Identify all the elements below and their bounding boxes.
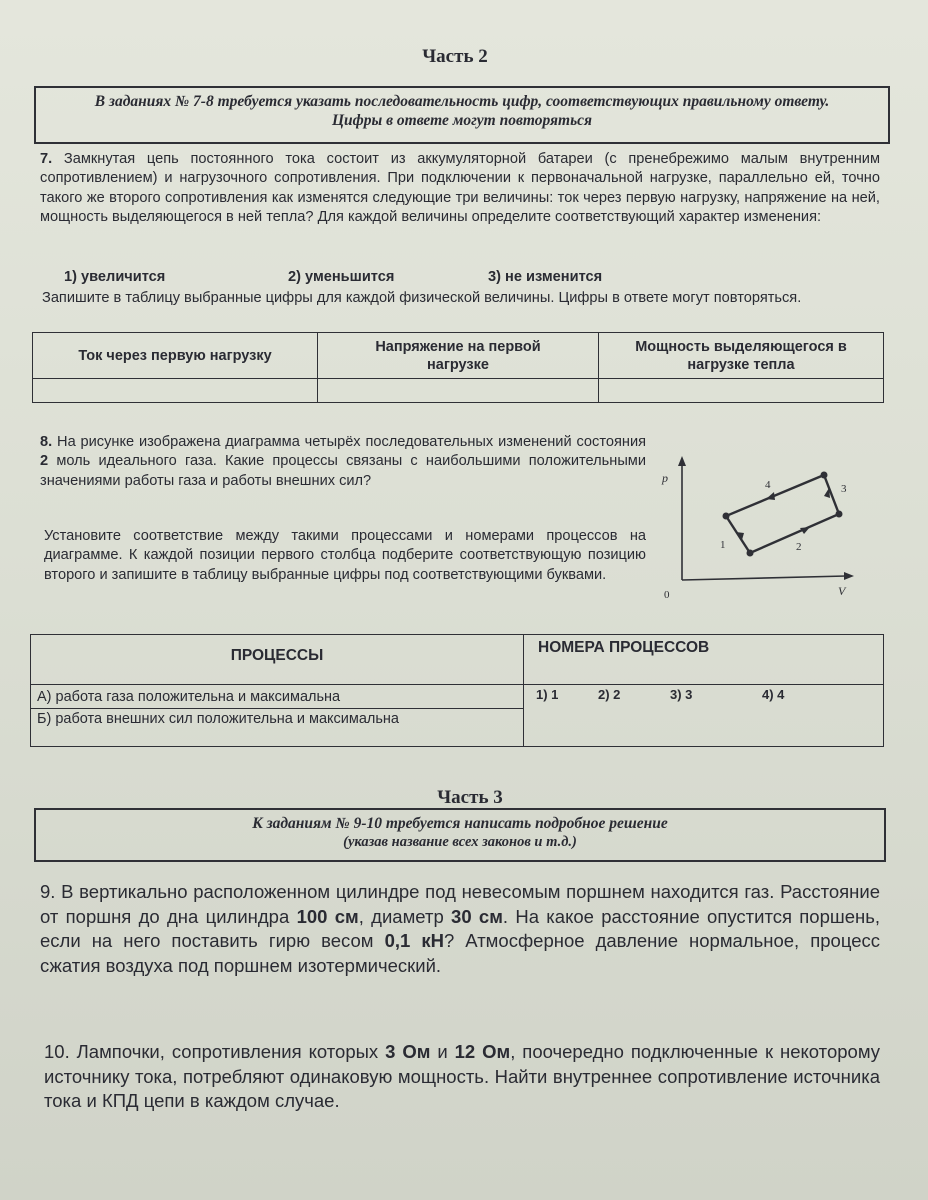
p-axis-label: p <box>662 471 668 485</box>
task9-text-1: В вертикально расположенном цилиндре под невесомым поршнем находится газ. Расстояние от поршня до дна цилиндра <box>40 881 880 927</box>
task8-text-pre: На рисунке изображена диаграмма четырёх последовательных изменений состояния <box>57 434 646 450</box>
part3-instruction-line1: К заданиям № 9-10 требуется написать подробное решение <box>252 815 668 832</box>
task8-number: 8. <box>40 434 53 450</box>
part3-instruction-line2: (указав название всех законов и т.д.) <box>343 834 577 850</box>
v-axis <box>682 576 846 580</box>
task7-options <box>64 268 664 287</box>
task9-height: 100 см <box>296 905 359 927</box>
process-label-1: 1 <box>720 539 726 551</box>
task9-text-4: ? Атмосферное давление нормальное, процесс сжатия воздуха под поршнем изотермический. <box>40 930 881 976</box>
task8-moles: 2 <box>40 453 49 470</box>
task7-answer-cell-3[interactable] <box>599 379 884 403</box>
task8-row-a: А) работа газа положительна и максимальна <box>31 685 524 709</box>
task7-answer-cell-1[interactable] <box>33 379 318 403</box>
task9-number: 9. <box>40 881 56 902</box>
task8-options-cell <box>524 685 884 747</box>
task7-number: 7. <box>40 151 53 167</box>
task8-header-numbers: НОМЕРА ПРОЦЕССОВ <box>524 635 884 685</box>
task9-text-3: . На какое расстояние опустится поршень, если на него поставить гирю весом <box>40 905 881 951</box>
task8-option-3: 3) 3 <box>670 687 693 702</box>
v-axis-arrow-icon <box>844 572 854 580</box>
task10-text-2: и <box>437 1041 448 1062</box>
task9-diameter: 30 см <box>451 905 503 927</box>
task9-text-block <box>40 880 880 978</box>
task7-option-3: 3) не изменится <box>488 269 603 285</box>
v-axis-label: V <box>838 584 846 598</box>
task8-option-2: 2) 2 <box>598 687 621 702</box>
pv-diagram <box>650 452 880 610</box>
state-point <box>836 511 843 518</box>
arrow-4-icon <box>766 492 775 500</box>
task8-options <box>524 685 883 702</box>
task7-header-voltage: Напряжение на первой нагрузке <box>318 333 599 379</box>
task8-text-post: моль идеального газа. Какие процессы связаны с наибольшими положительными значениями работы газа и работы внешних сил? <box>40 453 646 489</box>
task10-number: 10. <box>44 1041 70 1062</box>
task7-option-1: 1) увеличится <box>64 269 166 285</box>
task7-option-2: 2) уменьшится <box>288 269 395 285</box>
process-label-2: 2 <box>796 541 802 553</box>
task10-text-block <box>44 1040 880 1114</box>
part2-instruction-box <box>34 86 890 144</box>
origin-label: 0 <box>664 589 670 601</box>
task7-answer-table <box>32 332 884 403</box>
task9-text-2: , диаметр <box>358 905 444 927</box>
task8-header-processes: ПРОЦЕССЫ <box>31 635 524 685</box>
p-axis-arrow-icon <box>678 456 686 466</box>
process-label-4: 4 <box>765 479 771 491</box>
task8-text-block <box>40 433 646 491</box>
task10-resistance-1: 3 Ом <box>385 1041 431 1062</box>
task7-text: Замкнутая цепь постоянного тока состоит из аккумуляторной батареи (с пренебрежимо малым внутренним сопротивлением) и нагрузочного сопротивления. При подключении к первоначальной нагрузке, параллельно ей, точно такого же второго сопротивления как изменятся следующие три величины: ток через первую нагрузку, напряжение на ней, мощность выделяющегося в ней тепла? Для каждой величины определите соответствующий характер изменения: <box>40 151 880 226</box>
task10-text-1: Лампочки, сопротивления которых <box>76 1041 379 1062</box>
part2-title: Часть 2 <box>422 46 488 67</box>
task8-option-1: 1) 1 <box>536 687 559 702</box>
task8-row-b: Б) работа внешних сил положительна и максимальна <box>31 709 524 747</box>
task8-instruction: Установите соответствие между такими процессами и номерами процессов на диаграмме. К каждой позиции первого столбца подберите соответствующую позицию второго и запишите в таблицу выбранные цифры под соответствующими буквами. <box>44 528 646 583</box>
part3-instruction-box <box>34 808 886 862</box>
state-point <box>821 472 828 479</box>
arrow-3-icon <box>824 488 830 498</box>
task7-header-current: Ток через первую нагрузку <box>33 333 318 379</box>
state-point <box>747 550 754 557</box>
task7-answer-cell-2[interactable] <box>318 379 599 403</box>
task10-text-3: , поочередно подключенные к некоторому источнику тока, потребляют одинаковую мощность. Найти внутреннее сопротивление источника тока и КПД цепи в каждом случае. <box>44 1041 880 1111</box>
task8-option-4: 4) 4 <box>762 687 785 702</box>
part2-instruction: В заданиях № 7-8 требуется указать последовательность цифр, соответствующих правильному ответу. Цифры в ответе могут повторяться <box>94 93 830 129</box>
task9-weight: 0,1 кН <box>384 930 444 951</box>
task10-resistance-2: 12 Ом <box>454 1041 511 1062</box>
state-point <box>723 513 730 520</box>
part3-title: Часть 3 <box>437 787 503 808</box>
task7-answer-note: Запишите в таблицу выбранные цифры для каждой физической величины. Цифры в ответе могут повторяться. <box>42 290 802 306</box>
task7-header-power: Мощность выделяющегося в нагрузке тепла <box>599 333 884 379</box>
process-label-3: 3 <box>841 483 847 495</box>
cycle-path <box>726 475 839 553</box>
task7-text-block <box>40 150 880 228</box>
task8-matching-table <box>30 634 884 747</box>
